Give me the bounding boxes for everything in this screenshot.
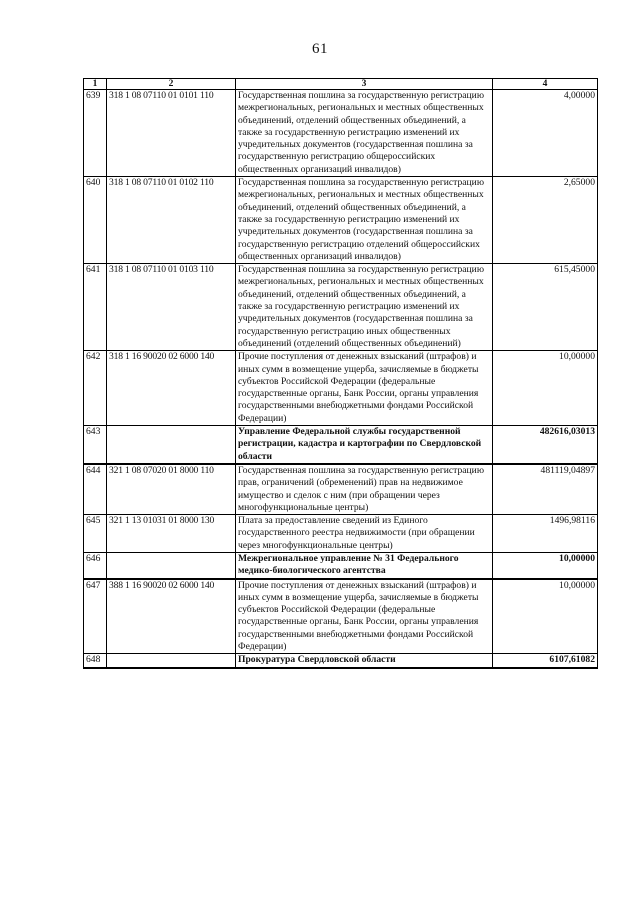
table-row	[84, 579, 598, 654]
budget-code-cell	[107, 426, 236, 464]
table-row	[84, 552, 598, 578]
row-number-cell: 640	[84, 177, 107, 264]
amount-cell: 2,65000	[493, 177, 598, 264]
amount-cell: 10,00000	[493, 552, 598, 578]
column-header-4: 4	[493, 79, 598, 90]
amount-cell: 482616,03013	[493, 426, 598, 464]
budget-code-cell: 318 1 08 07110 01 0102 110	[107, 177, 236, 264]
amount-cell: 10,00000	[493, 351, 598, 426]
description-cell: Прочие поступления от денежных взысканий (штрафов) и иных сумм в возмещение ущерба, зачисляемые в бюджеты субъектов Российской Федерации (федеральные государственные органы, Банк России, органы управления государственными внебюджетными фондами Российской Федерации)	[236, 351, 493, 426]
table-row	[84, 264, 598, 351]
row-number-cell: 648	[84, 654, 107, 668]
column-header-3: 3	[236, 79, 493, 90]
budget-code-cell: 318 1 16 90020 02 6000 140	[107, 351, 236, 426]
table-row	[84, 464, 598, 515]
amount-cell: 10,00000	[493, 579, 598, 654]
budget-code-cell: 388 1 16 90020 02 6000 140	[107, 579, 236, 654]
table-row	[84, 351, 598, 426]
description-cell: Прокуратура Свердловской области	[236, 654, 493, 668]
budget-code-cell: 318 1 08 07110 01 0103 110	[107, 264, 236, 351]
budget-code-cell: 321 1 13 01031 01 8000 130	[107, 515, 236, 553]
description-cell: Государственная пошлина за государственную регистрацию межрегиональных, региональных и местных общественных объединений, отделений общественных объединений, а также за государственную регистрацию изменений их учредительных документов (государственная пошлина за государственную регистрацию общероссийских общественных организаций инвалидов)	[236, 90, 493, 177]
amount-cell: 1496,98116	[493, 515, 598, 553]
description-cell: Государственная пошлина за государственную регистрацию прав, ограничений (обременений) прав на недвижимое имущество и сделок с ним (при обращении через многофункциональные центры)	[236, 464, 493, 515]
table-row	[84, 90, 598, 177]
budget-code-cell	[107, 552, 236, 578]
description-cell: Государственная пошлина за государственную регистрацию межрегиональных, региональных и местных общественных объединений, отделений общественных объединений, а также за государственную регистрацию изменений их учредительных документов (государственная пошлина за государственную регистрацию отделений общероссийских общественных организаций инвалидов)	[236, 177, 493, 264]
page-number: 61	[312, 41, 328, 57]
budget-code-cell	[107, 654, 236, 668]
row-number-cell: 646	[84, 552, 107, 578]
table-row	[84, 426, 598, 464]
budget-code-cell: 318 1 08 07110 01 0101 110	[107, 90, 236, 177]
budget-revenue-table	[83, 78, 598, 669]
row-number-cell: 644	[84, 464, 107, 515]
row-number-cell: 642	[84, 351, 107, 426]
row-number-cell: 641	[84, 264, 107, 351]
row-number-cell: 643	[84, 426, 107, 464]
amount-cell: 615,45000	[493, 264, 598, 351]
description-cell: Плата за предоставление сведений из Единого государственного реестра недвижимости (при обращении через многофункциональные центры)	[236, 515, 493, 553]
amount-cell: 4,00000	[493, 90, 598, 177]
amount-cell: 481119,04897	[493, 464, 598, 515]
description-cell: Межрегиональное управление № 31 Федерального медико-биологического агентства	[236, 552, 493, 578]
table-row	[84, 515, 598, 553]
table-header-row	[84, 79, 598, 90]
table-row	[84, 177, 598, 264]
row-number-cell: 647	[84, 579, 107, 654]
description-cell: Управление Федеральной службы государственной регистрации, кадастра и картографии по Свердловской области	[236, 426, 493, 464]
amount-cell: 6107,61082	[493, 654, 598, 668]
description-cell: Прочие поступления от денежных взысканий (штрафов) и иных сумм в возмещение ущерба, зачисляемые в бюджеты субъектов Российской Федерации (федеральные государственные органы, Банк России, органы управления государственными внебюджетными фондами Российской Федерации)	[236, 579, 493, 654]
column-header-1: 1	[84, 79, 107, 90]
row-number-cell: 645	[84, 515, 107, 553]
budget-code-cell: 321 1 08 07020 01 8000 110	[107, 464, 236, 515]
table-row	[84, 654, 598, 668]
description-cell: Государственная пошлина за государственную регистрацию межрегиональных, региональных и местных общественных объединений, отделений общественных объединений, а также за государственную регистрацию изменений их учредительных документов (государственная пошлина за государственную регистрацию иных общественных объединений (отделений общественных объединений)	[236, 264, 493, 351]
column-header-2: 2	[107, 79, 236, 90]
row-number-cell: 639	[84, 90, 107, 177]
